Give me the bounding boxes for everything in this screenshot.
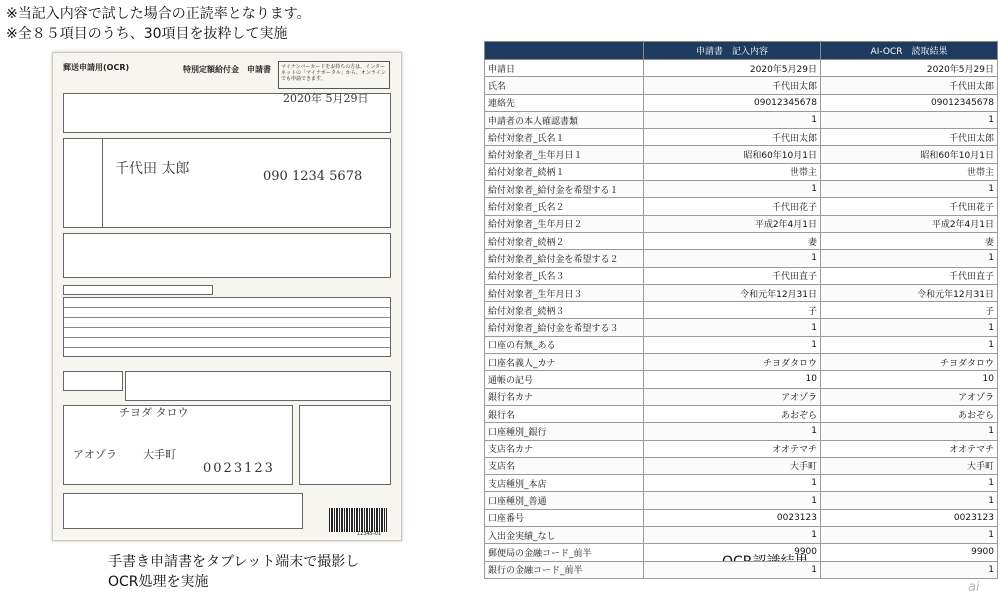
header-ocr: AI-OCR 読取結果	[821, 42, 998, 60]
table-row	[485, 457, 998, 474]
table-row	[485, 440, 998, 457]
form-hand-branch: 大手町	[143, 448, 176, 461]
form-beneficiary-header	[63, 285, 213, 295]
table-row	[485, 163, 998, 180]
item-name-cell: 通帳の記号	[485, 371, 644, 388]
table-row	[485, 111, 998, 128]
form-note: マイナンバーカードをお持ちの方は、インターネットの「マイナポータル」から、オンラインでも申請できます。	[278, 61, 390, 89]
ocr-value-cell: 大手町	[821, 457, 998, 474]
ocr-value-cell: あおぞら	[821, 405, 998, 422]
table-header-row	[485, 42, 998, 60]
table-row	[485, 405, 998, 422]
form-account-label	[63, 371, 123, 391]
table-row	[485, 215, 998, 232]
ocr-value-cell: 9900	[821, 544, 998, 561]
form-municipal-block	[63, 493, 303, 529]
ocr-value-cell: 10	[821, 371, 998, 388]
entered-value-cell: 千代田太郎	[644, 129, 821, 146]
caption-left-line-2: OCR処理を実施	[108, 574, 209, 590]
ocr-value-cell: 千代田直子	[821, 267, 998, 284]
item-name-cell: 連絡先	[485, 94, 644, 111]
item-name-cell: 口座名義人_カナ	[485, 354, 644, 371]
item-name-cell: 入出金実績_なし	[485, 527, 644, 544]
header-entered: 申請書 記入内容	[644, 42, 821, 60]
item-name-cell: 給付対象者_氏名１	[485, 129, 644, 146]
table-row	[485, 77, 998, 94]
ocr-value-cell: 1	[821, 250, 998, 267]
item-name-cell: 銀行名	[485, 405, 644, 422]
ocr-value-cell: 千代田太郎	[821, 129, 998, 146]
ocr-value-cell: 平成2年4月1日	[821, 215, 998, 232]
table-row	[485, 336, 998, 353]
item-name-cell: 支店種別_本店	[485, 475, 644, 492]
table-row	[485, 561, 998, 578]
ocr-value-cell: 世帯主	[821, 163, 998, 180]
item-name-cell: 給付対象者_氏名３	[485, 267, 644, 284]
entered-value-cell: アオゾラ	[644, 388, 821, 405]
entered-value-cell: 1	[644, 475, 821, 492]
svg-text:ai: ai	[968, 580, 980, 595]
item-name-cell: 支店名	[485, 457, 644, 474]
entered-value-cell: 10	[644, 371, 821, 388]
entered-value-cell: 令和元年12月31日	[644, 284, 821, 301]
entered-value-cell: 世帯主	[644, 163, 821, 180]
ocr-value-cell: 1	[821, 492, 998, 509]
table-row	[485, 181, 998, 198]
item-name-cell: 給付対象者_給付金を希望する２	[485, 250, 644, 267]
table-row	[485, 146, 998, 163]
ocr-value-cell: 1	[821, 111, 998, 128]
entered-value-cell: 1	[644, 423, 821, 440]
item-name-cell: 支店名カナ	[485, 440, 644, 457]
item-name-cell: 給付対象者_給付金を希望する１	[485, 181, 644, 198]
form-proxy-block	[63, 233, 391, 278]
table-row	[485, 475, 998, 492]
table-row	[485, 388, 998, 405]
ocr-value-cell: 1	[821, 475, 998, 492]
entered-value-cell: 1	[644, 250, 821, 267]
entered-value-cell: あおぞら	[644, 405, 821, 422]
entered-value-cell: 千代田太郎	[644, 77, 821, 94]
barcode	[329, 508, 387, 532]
entered-value-cell: 妻	[644, 232, 821, 249]
caption-left-line-1: 手書き申請書をタブレット端末で撮影し	[108, 554, 360, 570]
table-row	[485, 94, 998, 111]
ocr-value-cell: 妻	[821, 232, 998, 249]
table-row	[485, 198, 998, 215]
entered-value-cell: 9900	[644, 544, 821, 561]
item-name-cell: 給付対象者_生年月日２	[485, 215, 644, 232]
entered-value-cell: 1	[644, 492, 821, 509]
entered-value-cell: 平成2年4月1日	[644, 215, 821, 232]
note-line-2: ※全８５項目のうち、30項目を抜粋して実施	[6, 26, 288, 42]
form-hand-bank: アオゾラ	[73, 448, 117, 461]
entered-value-cell: 大手町	[644, 457, 821, 474]
form-beneficiary-table	[63, 297, 391, 357]
ocr-value-cell: 2020年5月29日	[821, 60, 998, 77]
table-row	[485, 423, 998, 440]
item-name-cell: 口座種別_普通	[485, 492, 644, 509]
application-form-photo	[52, 52, 402, 541]
ocr-value-cell: 1	[821, 319, 998, 336]
ocr-value-cell: 千代田太郎	[821, 77, 998, 94]
entered-value-cell: 子	[644, 302, 821, 319]
entered-value-cell: 1	[644, 561, 821, 578]
item-name-cell: 給付対象者_氏名２	[485, 198, 644, 215]
item-name-cell: 給付対象者_生年月日３	[485, 284, 644, 301]
item-name-cell: 銀行名カナ	[485, 388, 644, 405]
item-name-cell: 口座種別_銀行	[485, 423, 644, 440]
item-name-cell: 給付対象者_給付金を希望する３	[485, 319, 644, 336]
ocr-value-cell: チヨダタロウ	[821, 354, 998, 371]
table-row	[485, 250, 998, 267]
ocr-results-table	[484, 41, 998, 579]
table-body	[485, 60, 998, 579]
item-name-cell: 申請日	[485, 60, 644, 77]
form-hand-name: 千代田 太郎	[115, 161, 190, 177]
table-row	[485, 129, 998, 146]
table-row	[485, 284, 998, 301]
form-office-use-block	[299, 405, 391, 485]
ocr-value-cell: 1	[821, 336, 998, 353]
ocr-value-cell: 09012345678	[821, 94, 998, 111]
form-applicant-label	[63, 138, 103, 228]
ocr-value-cell: 子	[821, 302, 998, 319]
form-hand-phone: 090 1234 5678	[263, 169, 363, 184]
entered-value-cell: 昭和60年10月1日	[644, 146, 821, 163]
barcode-text: 12345-01	[356, 531, 381, 537]
form-hand-date: 2020年 5月29日	[283, 92, 369, 105]
entered-value-cell: チヨダタロウ	[644, 354, 821, 371]
entered-value-cell: オオテマチ	[644, 440, 821, 457]
item-name-cell: 氏名	[485, 77, 644, 94]
ai-logo-icon	[966, 577, 992, 595]
item-name-cell: 給付対象者_生年月日１	[485, 146, 644, 163]
table-row	[485, 232, 998, 249]
table-row	[485, 319, 998, 336]
item-name-cell: 申請者の本人確認書類	[485, 111, 644, 128]
ocr-value-cell: 令和元年12月31日	[821, 284, 998, 301]
form-title: 郵送申請用(OCR)	[63, 63, 130, 72]
ocr-value-cell: 1	[821, 561, 998, 578]
notes	[6, 4, 311, 44]
ocr-value-cell: 千代田花子	[821, 198, 998, 215]
ocr-value-cell: 1	[821, 527, 998, 544]
ocr-value-cell: 1	[821, 423, 998, 440]
header-item	[485, 42, 644, 60]
table-row	[485, 60, 998, 77]
entered-value-cell: 0023123	[644, 509, 821, 526]
table-row	[485, 371, 998, 388]
form-subtitle: 特別定額給付金 申請書	[183, 65, 271, 74]
item-name-cell: 給付対象者_続柄１	[485, 163, 644, 180]
entered-value-cell: 2020年5月29日	[644, 60, 821, 77]
table-row	[485, 267, 998, 284]
table-row	[485, 527, 998, 544]
form-account-options	[125, 371, 391, 401]
item-name-cell: 給付対象者_続柄３	[485, 302, 644, 319]
item-name-cell: 銀行の金融コード_前半	[485, 561, 644, 578]
ocr-value-cell: オオテマチ	[821, 440, 998, 457]
entered-value-cell: 1	[644, 527, 821, 544]
table-row	[485, 544, 998, 561]
entered-value-cell: 1	[644, 336, 821, 353]
ocr-value-cell: 0023123	[821, 509, 998, 526]
table-row	[485, 354, 998, 371]
form-hand-kana: チヨダ タロウ	[119, 406, 189, 419]
entered-value-cell: 09012345678	[644, 94, 821, 111]
item-name-cell: 口座の有無_ある	[485, 336, 644, 353]
table-row	[485, 492, 998, 509]
item-name-cell: 郵便局の金融コード_前半	[485, 544, 644, 561]
entered-value-cell: 千代田直子	[644, 267, 821, 284]
entered-value-cell: 1	[644, 319, 821, 336]
entered-value-cell: 1	[644, 111, 821, 128]
form-hand-account: 0023123	[203, 461, 275, 476]
table-row	[485, 302, 998, 319]
caption-left	[108, 552, 359, 592]
item-name-cell: 給付対象者_続柄２	[485, 232, 644, 249]
table-row	[485, 509, 998, 526]
ocr-value-cell: 昭和60年10月1日	[821, 146, 998, 163]
ocr-value-cell: アオゾラ	[821, 388, 998, 405]
item-name-cell: 口座番号	[485, 509, 644, 526]
entered-value-cell: 1	[644, 181, 821, 198]
note-line-1: ※当記入内容で試した場合の正読率となります。	[6, 6, 311, 22]
ocr-value-cell: 1	[821, 181, 998, 198]
entered-value-cell: 千代田花子	[644, 198, 821, 215]
